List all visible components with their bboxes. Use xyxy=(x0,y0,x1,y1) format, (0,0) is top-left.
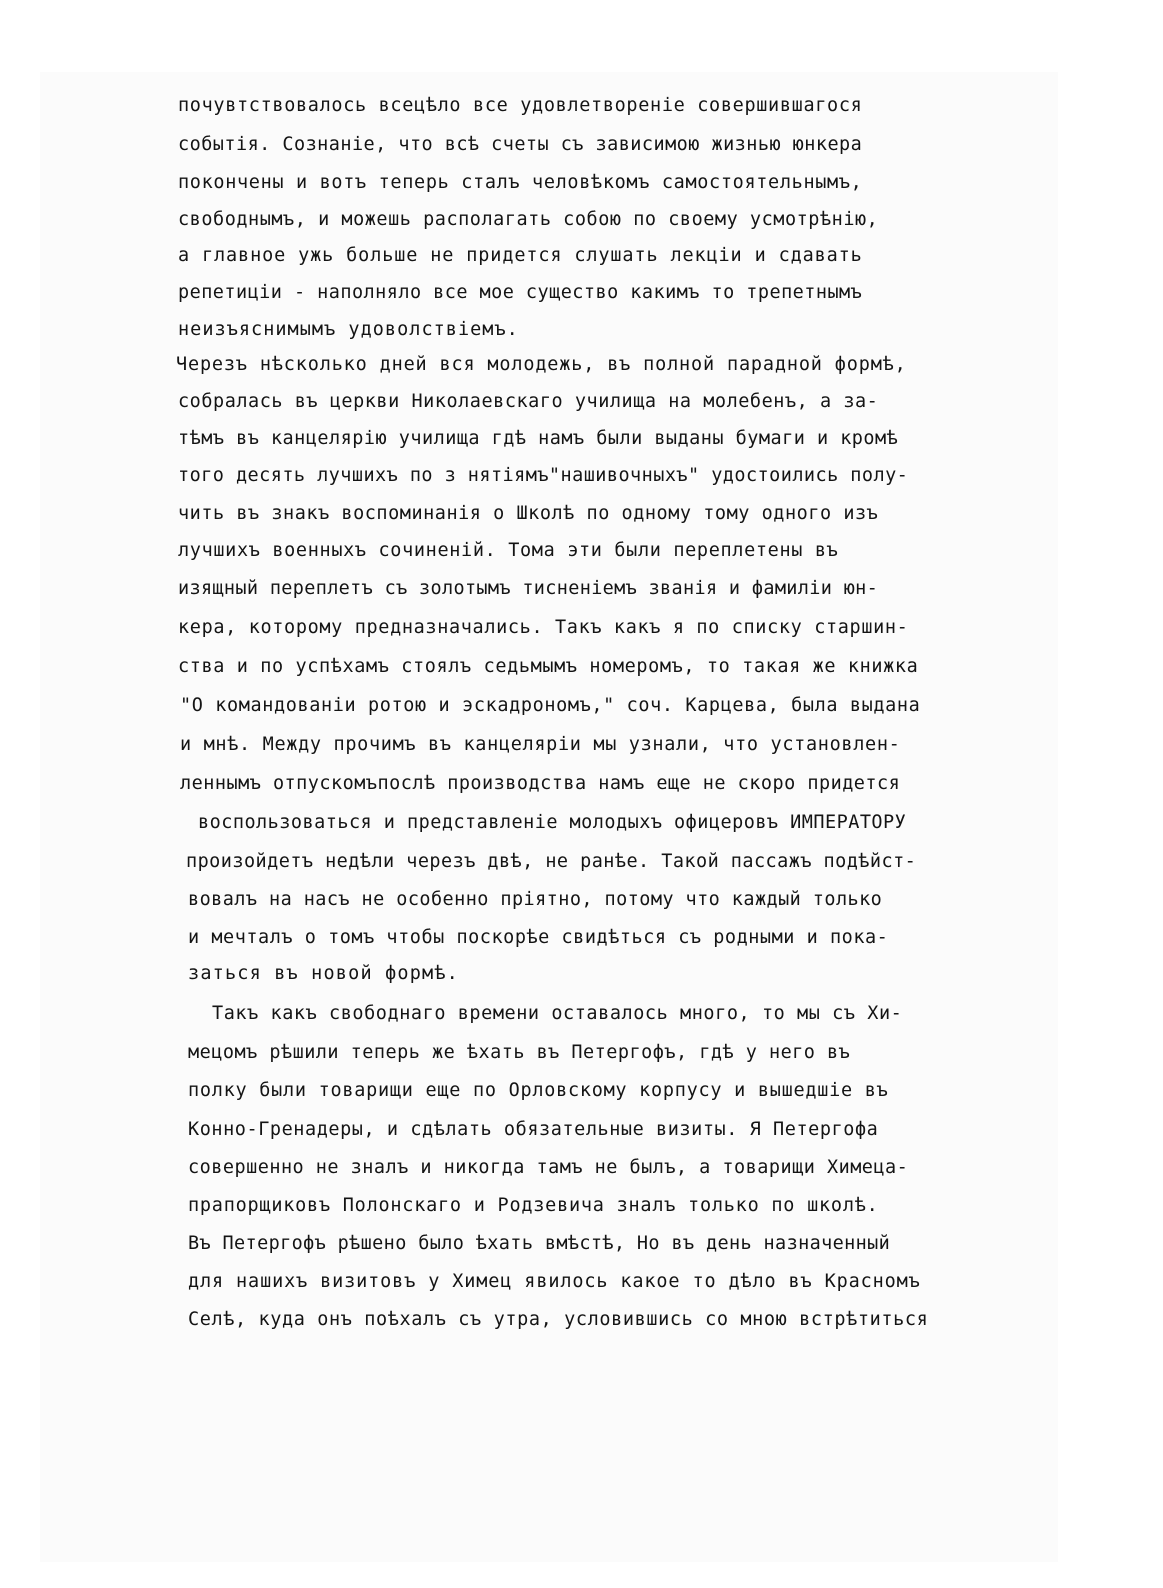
text-line: совершенно не зналъ и никогда тамъ не былъ, а товарищи Химеца- xyxy=(188,1157,909,1178)
text-line: лучшихъ военныхъ сочиненій. Тома эти были переплетены въ xyxy=(178,540,839,561)
text-line: для нашихъ визитовъ у Химец явилось какое то дѣло въ Красномъ xyxy=(188,1271,921,1292)
text-line: Въ Петергофъ рѣшено было ѣхать вмѣстѣ, Но въ день назначенный xyxy=(188,1233,891,1254)
text-line: а главное ужь больше не придется слушать лекціи и сдавать xyxy=(178,245,863,266)
text-line: Черезъ нѣсколько дней вся молодежь, въ полной парадной формѣ, xyxy=(176,354,907,375)
text-line: чить въ знакъ воспоминанія о Школѣ по одному тому одного изъ xyxy=(178,503,879,524)
text-line: воспользоваться и представленіе молодыхъ офицеровъ ИМПЕРАТОРУ xyxy=(198,812,907,833)
text-line: Селѣ, куда онъ поѣхалъ съ утра, условившись со мною встрѣтиться xyxy=(188,1309,929,1330)
text-line: прапорщиковъ Полонскаго и Родзевича зналъ только по школѣ. xyxy=(188,1195,879,1216)
text-line: мецомъ рѣшили теперь же ѣхать въ Петергофъ, гдѣ у него въ xyxy=(188,1042,851,1063)
text-line: событія. Сознаніе, что всѣ счеты съ зависимою жизнью юнкера xyxy=(178,134,863,155)
text-line: и мнѣ. Между прочимъ въ канцеляріи мы узнали, что установлен- xyxy=(180,734,901,755)
text-line: собралась въ церкви Николаевскаго училища на молебенъ, а за- xyxy=(178,391,879,412)
text-line: покончены и вотъ теперь сталъ человѣкомъ самостоятельнымъ, xyxy=(178,172,863,193)
text-line: ства и по успѣхамъ стоялъ седьмымъ номеромъ, то такая же книжка xyxy=(178,656,919,677)
text-line: изящный переплетъ съ золотымъ тисненіемъ званія и фамиліи юн- xyxy=(178,578,879,599)
text-line: произойдетъ недѣли черезъ двѣ, не ранѣе. Такой пассажъ подѣйст- xyxy=(186,851,917,872)
text-line: почувтствовалось всецѣло все удовлетвореніе совершившагося xyxy=(178,95,863,116)
text-line: "О командованіи ротою и эскадрономъ," соч. Карцева, была выдана xyxy=(180,695,921,716)
text-line: кера, которому предназначались. Такъ какъ я по списку старшин- xyxy=(178,617,909,638)
text-line: тѣмъ въ канцелярію училища гдѣ намъ были выданы бумаги и кромѣ xyxy=(178,428,899,449)
text-line: Такъ какъ свободнаго времени оставалось много, то мы съ Хи- xyxy=(212,1003,903,1024)
text-line: того десять лучшихъ по з нятіямъ"нашивочныхъ" удостоились полу- xyxy=(178,465,909,486)
text-line: свободнымъ, и можешь располагать собою по своему усмотрѣнію, xyxy=(178,209,879,230)
text-line: полку были товарищи еще по Орловскому корпусу и вышедшіе въ xyxy=(188,1080,889,1101)
text-line: неизъяснимымъ удоволствіемъ. xyxy=(178,319,519,340)
text-line: Конно-Гренадеры, и сдѣлать обязательные визиты. Я Петергофа xyxy=(188,1119,879,1140)
text-line: леннымъ отпускомъпослѣ производства намъ еще не скоро придется xyxy=(180,773,901,794)
text-line: заться въ новой формѣ. xyxy=(188,963,459,984)
text-line: репетиціи - наполняло все мое существо какимъ то трепетнымъ xyxy=(178,282,863,303)
text-line: вовалъ на насъ не особенно пріятно, потому что каждый только xyxy=(188,889,883,910)
text-line: и мечталъ о томъ чтобы поскорѣе свидѣться съ родными и пока- xyxy=(188,927,889,948)
